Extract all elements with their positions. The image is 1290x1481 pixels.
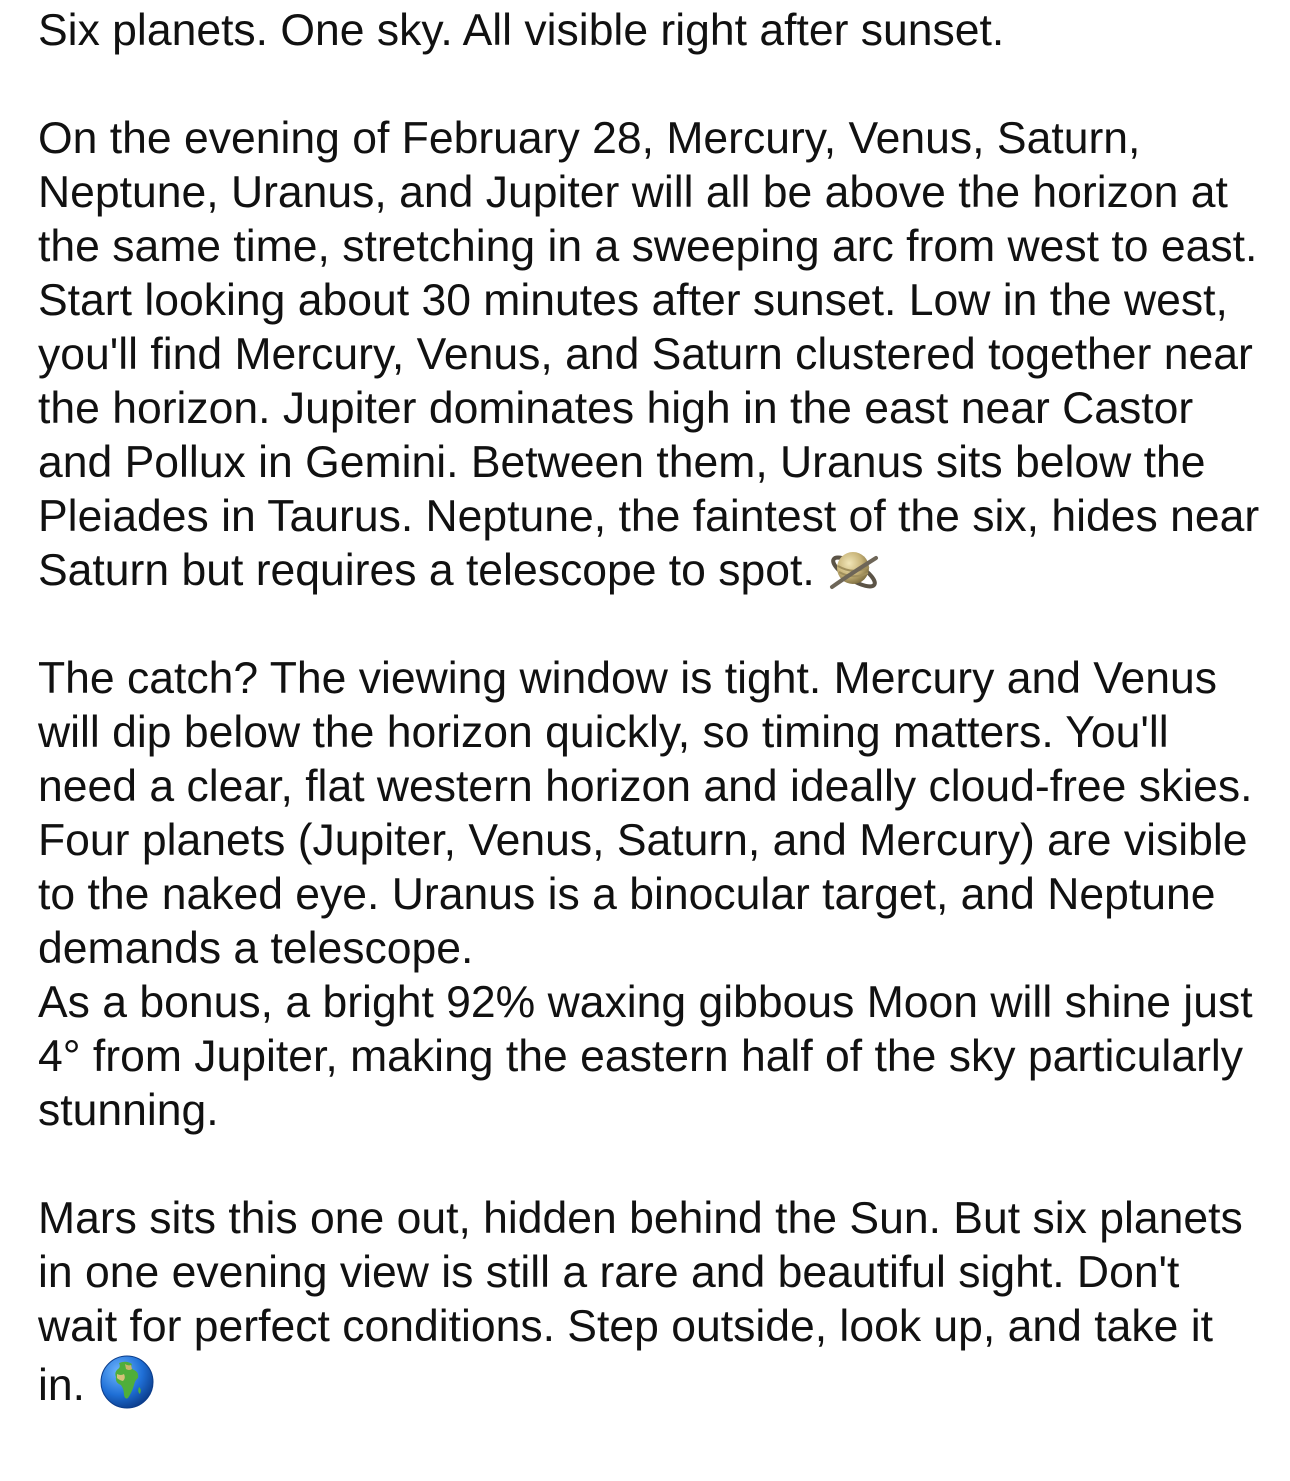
paragraph-spacer bbox=[38, 58, 1270, 112]
paragraph-spacer bbox=[38, 1138, 1270, 1192]
ringed-planet-icon bbox=[829, 545, 879, 595]
globe-africa-europe-icon bbox=[99, 1354, 155, 1410]
paragraph-spacer bbox=[38, 598, 1270, 652]
headline: Six planets. One sky. All visible right after sunset. bbox=[38, 6, 1005, 55]
paragraph-1 bbox=[38, 112, 1270, 598]
paragraph-4 bbox=[38, 1192, 1270, 1413]
paragraph-3: As a bonus, a bright 92% waxing gibbous Moon will shine just 4° from Jupiter, making the eastern half of the sky particularly stunning. bbox=[38, 978, 1253, 1135]
post-body bbox=[38, 4, 1270, 1413]
paragraph-2: The catch? The viewing window is tight. Mercury and Venus will dip below the horizon quickly, so timing matters. You'll need a clear, flat western horizon and ideally cloud-free skies. Four planets (Jupiter, Venus, Saturn, and Mercury) are visible to the naked eye. Uranus is a binocular target, and Neptune demands a telescope. bbox=[38, 654, 1253, 973]
paragraph-4-text: Mars sits this one out, hidden behind the Sun. But six planets in one evening view is still a rare and beautiful sight. Don't wait for perfect conditions. Step outside, look up, and take it in. bbox=[38, 1194, 1243, 1410]
paragraph-1-text: On the evening of February 28, Mercury, Venus, Saturn, Neptune, Uranus, and Jupiter will all be above the horizon at the same time, stretching in a sweeping arc from west to east. Start looking about 30 minutes after sunset. Low in the west, you'll find Mercury, Venus, and Saturn clustered together near the horizon. Jupiter dominates high in the east near Castor and Pollux in Gemini. Between them, Uranus sits below the Pleiades in Taurus. Neptune, the faintest of the six, hides near Saturn but requires a telescope to spot. bbox=[38, 114, 1260, 595]
